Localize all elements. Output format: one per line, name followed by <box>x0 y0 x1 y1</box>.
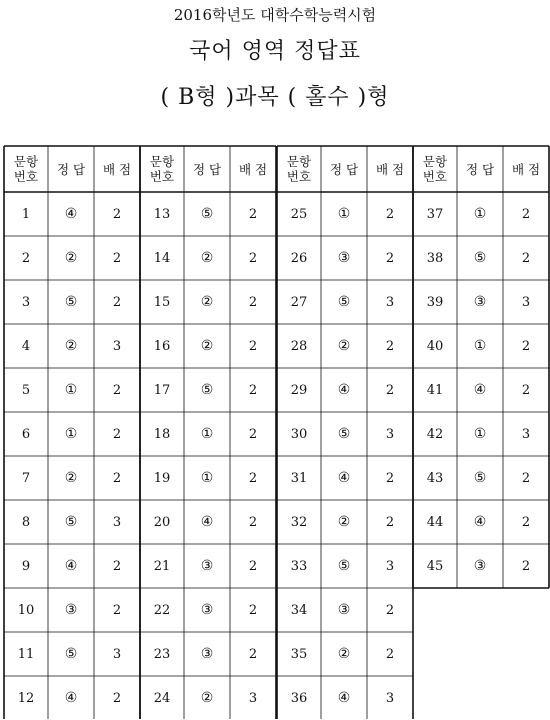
points-cell: 3 <box>248 690 258 706</box>
question-number: 16 <box>153 338 171 354</box>
column-header: 배 점 <box>102 161 132 177</box>
points-cell: 2 <box>248 206 258 222</box>
answer-cell: ② <box>200 689 214 706</box>
question-number: 6 <box>21 426 31 442</box>
answer-cell: ② <box>337 645 351 662</box>
answer-cell: ③ <box>473 293 487 310</box>
question-number: 13 <box>153 206 171 222</box>
question-number: 42 <box>426 426 444 442</box>
points-cell: 2 <box>112 426 122 442</box>
answer-cell: ② <box>64 469 78 486</box>
points-cell: 2 <box>112 250 122 266</box>
answer-cell: ① <box>64 425 78 442</box>
points-cell: 2 <box>248 338 258 354</box>
answer-cell: ③ <box>473 557 487 574</box>
column-header: 배 점 <box>238 161 268 177</box>
question-number: 24 <box>153 690 171 706</box>
points-cell: 2 <box>385 514 395 530</box>
answer-cell: ④ <box>64 557 78 574</box>
answer-cell: ① <box>200 425 214 442</box>
question-number: 39 <box>426 294 444 310</box>
points-cell: 2 <box>248 646 258 662</box>
question-number: 29 <box>290 382 308 398</box>
points-cell: 2 <box>385 338 395 354</box>
points-cell: 2 <box>112 558 122 574</box>
question-number: 31 <box>290 470 308 486</box>
question-number: 25 <box>290 206 308 222</box>
points-cell: 2 <box>248 558 258 574</box>
points-cell: 2 <box>248 250 258 266</box>
question-number: 33 <box>290 558 308 574</box>
answer-cell: ④ <box>337 381 351 398</box>
points-cell: 2 <box>112 382 122 398</box>
points-cell: 3 <box>521 426 531 442</box>
answer-cell: ③ <box>64 601 78 618</box>
answer-cell: ② <box>64 337 78 354</box>
points-cell: 2 <box>521 470 531 486</box>
answer-cell: ① <box>473 205 487 222</box>
points-cell: 2 <box>521 514 531 530</box>
column-header: 정 답 <box>192 161 222 177</box>
answer-cell: ① <box>337 205 351 222</box>
points-cell: 2 <box>248 426 258 442</box>
points-cell: 2 <box>521 558 531 574</box>
answer-cell: ① <box>473 425 487 442</box>
points-cell: 2 <box>385 206 395 222</box>
points-cell: 2 <box>248 294 258 310</box>
points-cell: 2 <box>521 206 531 222</box>
question-number: 26 <box>290 250 308 266</box>
answer-cell: ⑤ <box>337 425 351 442</box>
question-number: 45 <box>426 558 444 574</box>
points-cell: 2 <box>112 690 122 706</box>
points-cell: 3 <box>112 514 122 530</box>
points-cell: 2 <box>385 250 395 266</box>
answer-cell: ④ <box>337 469 351 486</box>
question-number: 32 <box>290 514 308 530</box>
points-cell: 2 <box>112 602 122 618</box>
answer-cell: ① <box>473 337 487 354</box>
points-cell: 3 <box>385 294 395 310</box>
points-cell: 2 <box>385 646 395 662</box>
question-number: 5 <box>21 382 31 398</box>
answer-cell: ⑤ <box>200 381 214 398</box>
question-number: 28 <box>290 338 308 354</box>
question-number: 4 <box>21 338 31 354</box>
column-header: 배 점 <box>375 161 405 177</box>
points-cell: 2 <box>521 250 531 266</box>
question-number: 11 <box>17 646 35 662</box>
question-number: 20 <box>153 514 171 530</box>
question-number: 34 <box>290 602 308 618</box>
answer-cell: ④ <box>64 205 78 222</box>
answer-cell: ④ <box>473 381 487 398</box>
points-cell: 2 <box>112 206 122 222</box>
answer-cell: ② <box>337 337 351 354</box>
answer-cell: ⑤ <box>337 557 351 574</box>
answer-cell: ③ <box>200 645 214 662</box>
question-number: 15 <box>153 294 171 310</box>
question-number: 37 <box>426 206 444 222</box>
answer-cell: ② <box>64 249 78 266</box>
answer-cell: ⑤ <box>64 645 78 662</box>
points-cell: 2 <box>248 602 258 618</box>
question-number: 43 <box>426 470 444 486</box>
points-cell: 2 <box>248 514 258 530</box>
points-cell: 2 <box>112 294 122 310</box>
answer-cell: ② <box>200 249 214 266</box>
question-number: 21 <box>153 558 171 574</box>
column-header: 문항 번호 <box>286 154 312 184</box>
points-cell: 3 <box>385 690 395 706</box>
answer-cell: ⑤ <box>64 513 78 530</box>
question-number: 30 <box>290 426 308 442</box>
points-cell: 2 <box>385 470 395 486</box>
answer-cell: ③ <box>337 601 351 618</box>
exam-title: 2016학년도 대학수학능력시험 <box>173 6 377 24</box>
answer-cell: ① <box>64 381 78 398</box>
answer-cell: ② <box>200 293 214 310</box>
column-header: 배 점 <box>511 161 541 177</box>
points-cell: 3 <box>385 426 395 442</box>
points-cell: 3 <box>385 558 395 574</box>
answer-cell: ③ <box>200 601 214 618</box>
question-number: 8 <box>21 514 31 530</box>
points-cell: 2 <box>112 470 122 486</box>
question-number: 2 <box>21 250 31 266</box>
answer-cell: ④ <box>64 689 78 706</box>
question-number: 35 <box>290 646 308 662</box>
question-number: 18 <box>153 426 171 442</box>
answer-cell: ④ <box>473 513 487 530</box>
answer-cell: ⑤ <box>473 469 487 486</box>
points-cell: 2 <box>248 382 258 398</box>
answer-cell: ④ <box>200 513 214 530</box>
points-cell: 2 <box>248 470 258 486</box>
points-cell: 2 <box>521 338 531 354</box>
answer-cell: ⑤ <box>64 293 78 310</box>
points-cell: 2 <box>385 382 395 398</box>
answer-cell: ③ <box>337 249 351 266</box>
column-header: 정 답 <box>329 161 359 177</box>
page-title: 국어 영역 정답표 <box>189 39 361 64</box>
page-subtitle: ( B형 )과목 ( 홀수 )형 <box>160 85 390 110</box>
points-cell: 3 <box>112 646 122 662</box>
question-number: 44 <box>426 514 444 530</box>
answer-cell: ④ <box>337 689 351 706</box>
answer-cell: ② <box>200 337 214 354</box>
question-number: 10 <box>17 602 35 618</box>
column-header: 문항 번호 <box>13 154 39 184</box>
column-header: 문항 번호 <box>149 154 175 184</box>
question-number: 1 <box>21 206 31 222</box>
answer-cell: ⑤ <box>200 205 214 222</box>
answer-cell: ① <box>200 469 214 486</box>
question-number: 9 <box>21 558 31 574</box>
column-header: 정 답 <box>56 161 86 177</box>
column-header: 문항 번호 <box>422 154 448 184</box>
answer-cell: ⑤ <box>473 249 487 266</box>
column-header: 정 답 <box>465 161 495 177</box>
question-number: 3 <box>21 294 31 310</box>
answer-cell: ⑤ <box>337 293 351 310</box>
question-number: 22 <box>153 602 171 618</box>
points-cell: 2 <box>521 382 531 398</box>
question-number: 19 <box>153 470 171 486</box>
question-number: 27 <box>290 294 308 310</box>
question-number: 17 <box>153 382 171 398</box>
points-cell: 3 <box>112 338 122 354</box>
points-cell: 2 <box>385 602 395 618</box>
question-number: 14 <box>153 250 171 266</box>
answer-cell: ③ <box>200 557 214 574</box>
question-number: 38 <box>426 250 444 266</box>
question-number: 41 <box>426 382 444 398</box>
question-number: 12 <box>17 690 35 706</box>
points-cell: 3 <box>521 294 531 310</box>
answer-cell: ② <box>337 513 351 530</box>
question-number: 36 <box>290 690 308 706</box>
question-number: 40 <box>426 338 444 354</box>
question-number: 7 <box>21 470 31 486</box>
question-number: 23 <box>153 646 171 662</box>
